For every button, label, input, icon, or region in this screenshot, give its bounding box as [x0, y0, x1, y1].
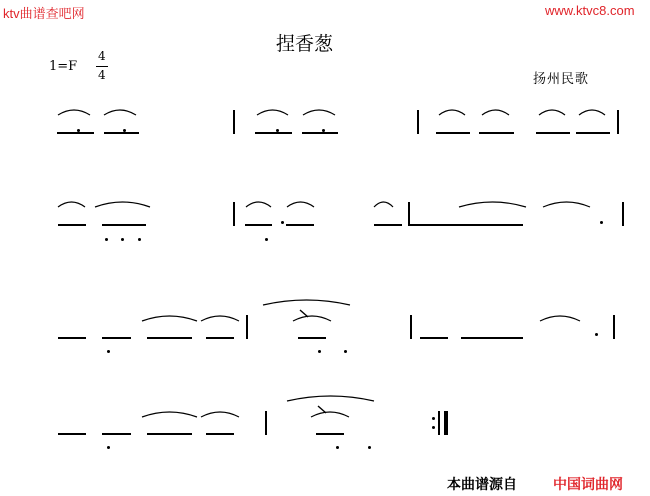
slur-arc [543, 202, 590, 207]
grace-stroke [318, 406, 326, 413]
footer-brand[interactable]: 中国词曲网 [553, 477, 623, 493]
slur-arc [293, 316, 331, 321]
slur-arc [287, 202, 314, 207]
slur-arc [374, 202, 393, 207]
footer-label: 本曲谱源自 [447, 477, 517, 493]
time-signature-bottom: 4 [98, 68, 106, 82]
slur-arc [246, 202, 271, 207]
slur-arc [539, 110, 565, 115]
slur-arc [58, 110, 90, 115]
key-signature: 1=F [49, 59, 78, 74]
slur-arc [439, 110, 465, 115]
slur-arc [104, 110, 136, 115]
slur-arc [287, 396, 374, 401]
slur-arc [257, 110, 288, 115]
slur-arc [311, 412, 349, 417]
slur-arc [201, 316, 239, 321]
slur-arc [58, 202, 85, 207]
site-name-left[interactable]: ktv曲谱查吧网 [3, 6, 85, 21]
slur-arc [482, 110, 509, 115]
song-title: 捏香葱 [276, 33, 334, 55]
grace-stroke [300, 310, 308, 317]
site-url-right[interactable]: www.ktvc8.com [545, 3, 635, 18]
slur-arc [459, 202, 526, 207]
slur-arc [201, 412, 239, 417]
slur-arc [263, 300, 350, 305]
slur-arc [303, 110, 335, 115]
slur-arc [579, 110, 605, 115]
time-signature-top: 4 [98, 49, 106, 63]
composer-label: 扬州民歌 [533, 72, 590, 87]
slur-arc [142, 316, 197, 321]
slur-arc [540, 316, 580, 321]
slur-arc [95, 202, 150, 207]
slur-arc [142, 412, 197, 417]
